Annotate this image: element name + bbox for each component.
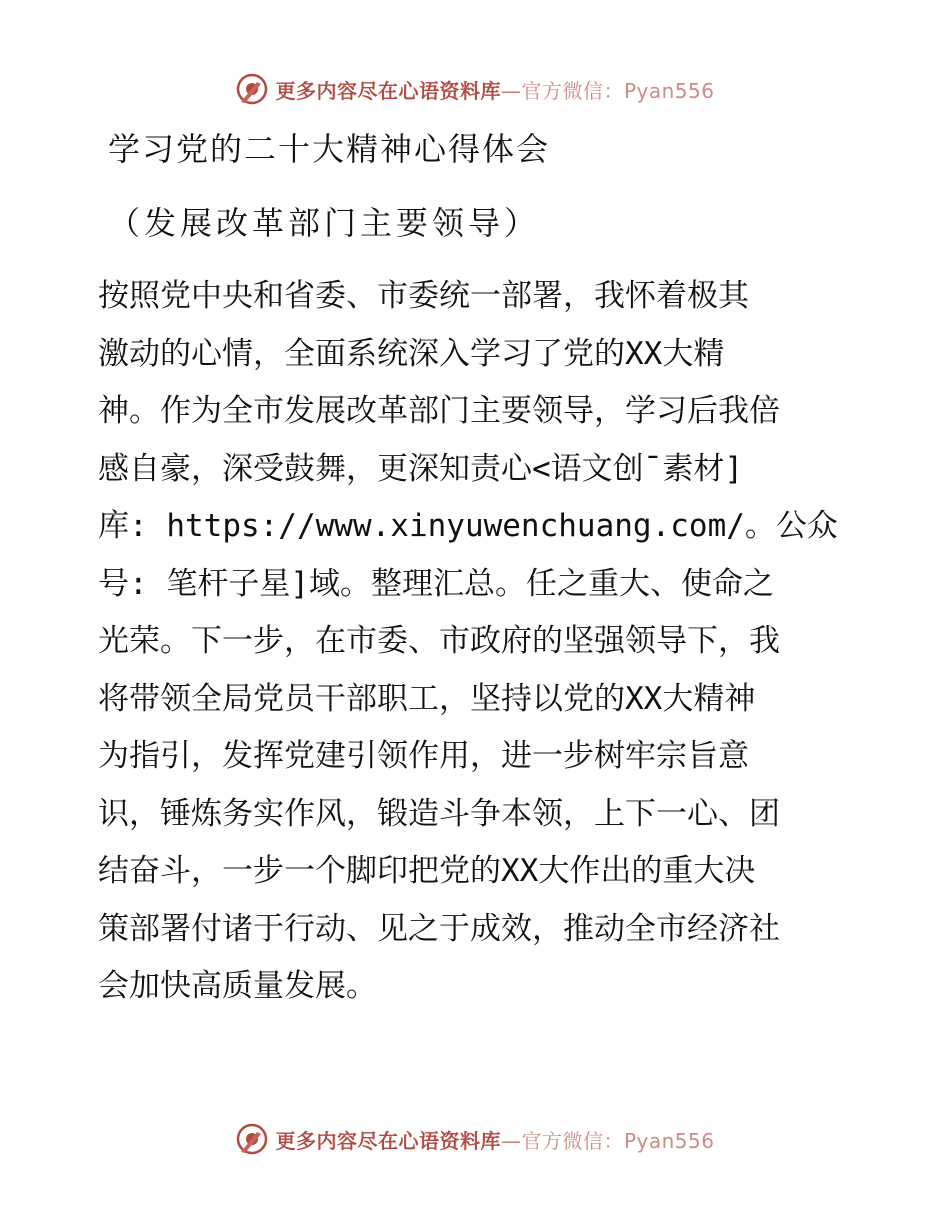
watermark-contact: 官方微信：Pyan556 bbox=[521, 78, 715, 103]
body-line: 结奋斗，一步一个脚印把党的XX大作出的重大决 bbox=[98, 853, 756, 889]
watermark-text bbox=[275, 1125, 714, 1154]
body-line: 神。作为全市发展改革部门主要领导，学习后我倍 bbox=[98, 393, 780, 429]
body-line: 按照党中央和省委、市委统一部署，我怀着极其 bbox=[98, 278, 749, 314]
watermark-brand: 更多内容尽在心语资料库 bbox=[275, 78, 501, 103]
watermark-separator: — bbox=[500, 78, 522, 103]
body-line: 策部署付诸于行动、见之于成效，推动全市经济社 bbox=[98, 910, 780, 947]
document-subtitle: （发展改革部门主要领导） bbox=[108, 204, 541, 242]
watermark-text bbox=[275, 75, 714, 104]
watermark-separator: — bbox=[500, 1128, 522, 1153]
body-line: 光荣。下一步，在市委、市政府的坚强领导下，我 bbox=[98, 623, 780, 659]
footer-watermark bbox=[0, 1122, 950, 1156]
quill-logo-icon bbox=[235, 72, 269, 106]
header-watermark bbox=[0, 72, 950, 106]
watermark-contact: 官方微信：Pyan556 bbox=[521, 1128, 715, 1153]
body-line: 会加快高质量发展。 bbox=[98, 968, 377, 1004]
body-line: 库: https://www.xinyuwenchuang.com/。公众 bbox=[98, 508, 838, 544]
document-body bbox=[98, 268, 853, 1016]
watermark-brand: 更多内容尽在心语资料库 bbox=[275, 1128, 501, 1153]
body-line: 为指引，发挥党建引领作用，进一步树牢宗旨意 bbox=[98, 738, 749, 774]
body-line: 识，锤炼务实作风，锻造斗争本领，上下一心、团 bbox=[98, 795, 780, 832]
body-line: 号: 笔杆子星]域。整理汇总。任之重大、使命之 bbox=[98, 565, 774, 602]
body-line: 将带领全局党员干部职工，坚持以党的XX大精神 bbox=[98, 680, 756, 717]
document-title: 学习党的二十大精神心得体会 bbox=[108, 130, 551, 168]
body-line: 感自豪，深受鼓舞，更深知责心<语文创¯素材] bbox=[98, 450, 743, 487]
body-line: 激动的心情，全面系统深入学习了党的XX大精 bbox=[98, 335, 725, 372]
quill-logo-icon bbox=[235, 1122, 269, 1156]
